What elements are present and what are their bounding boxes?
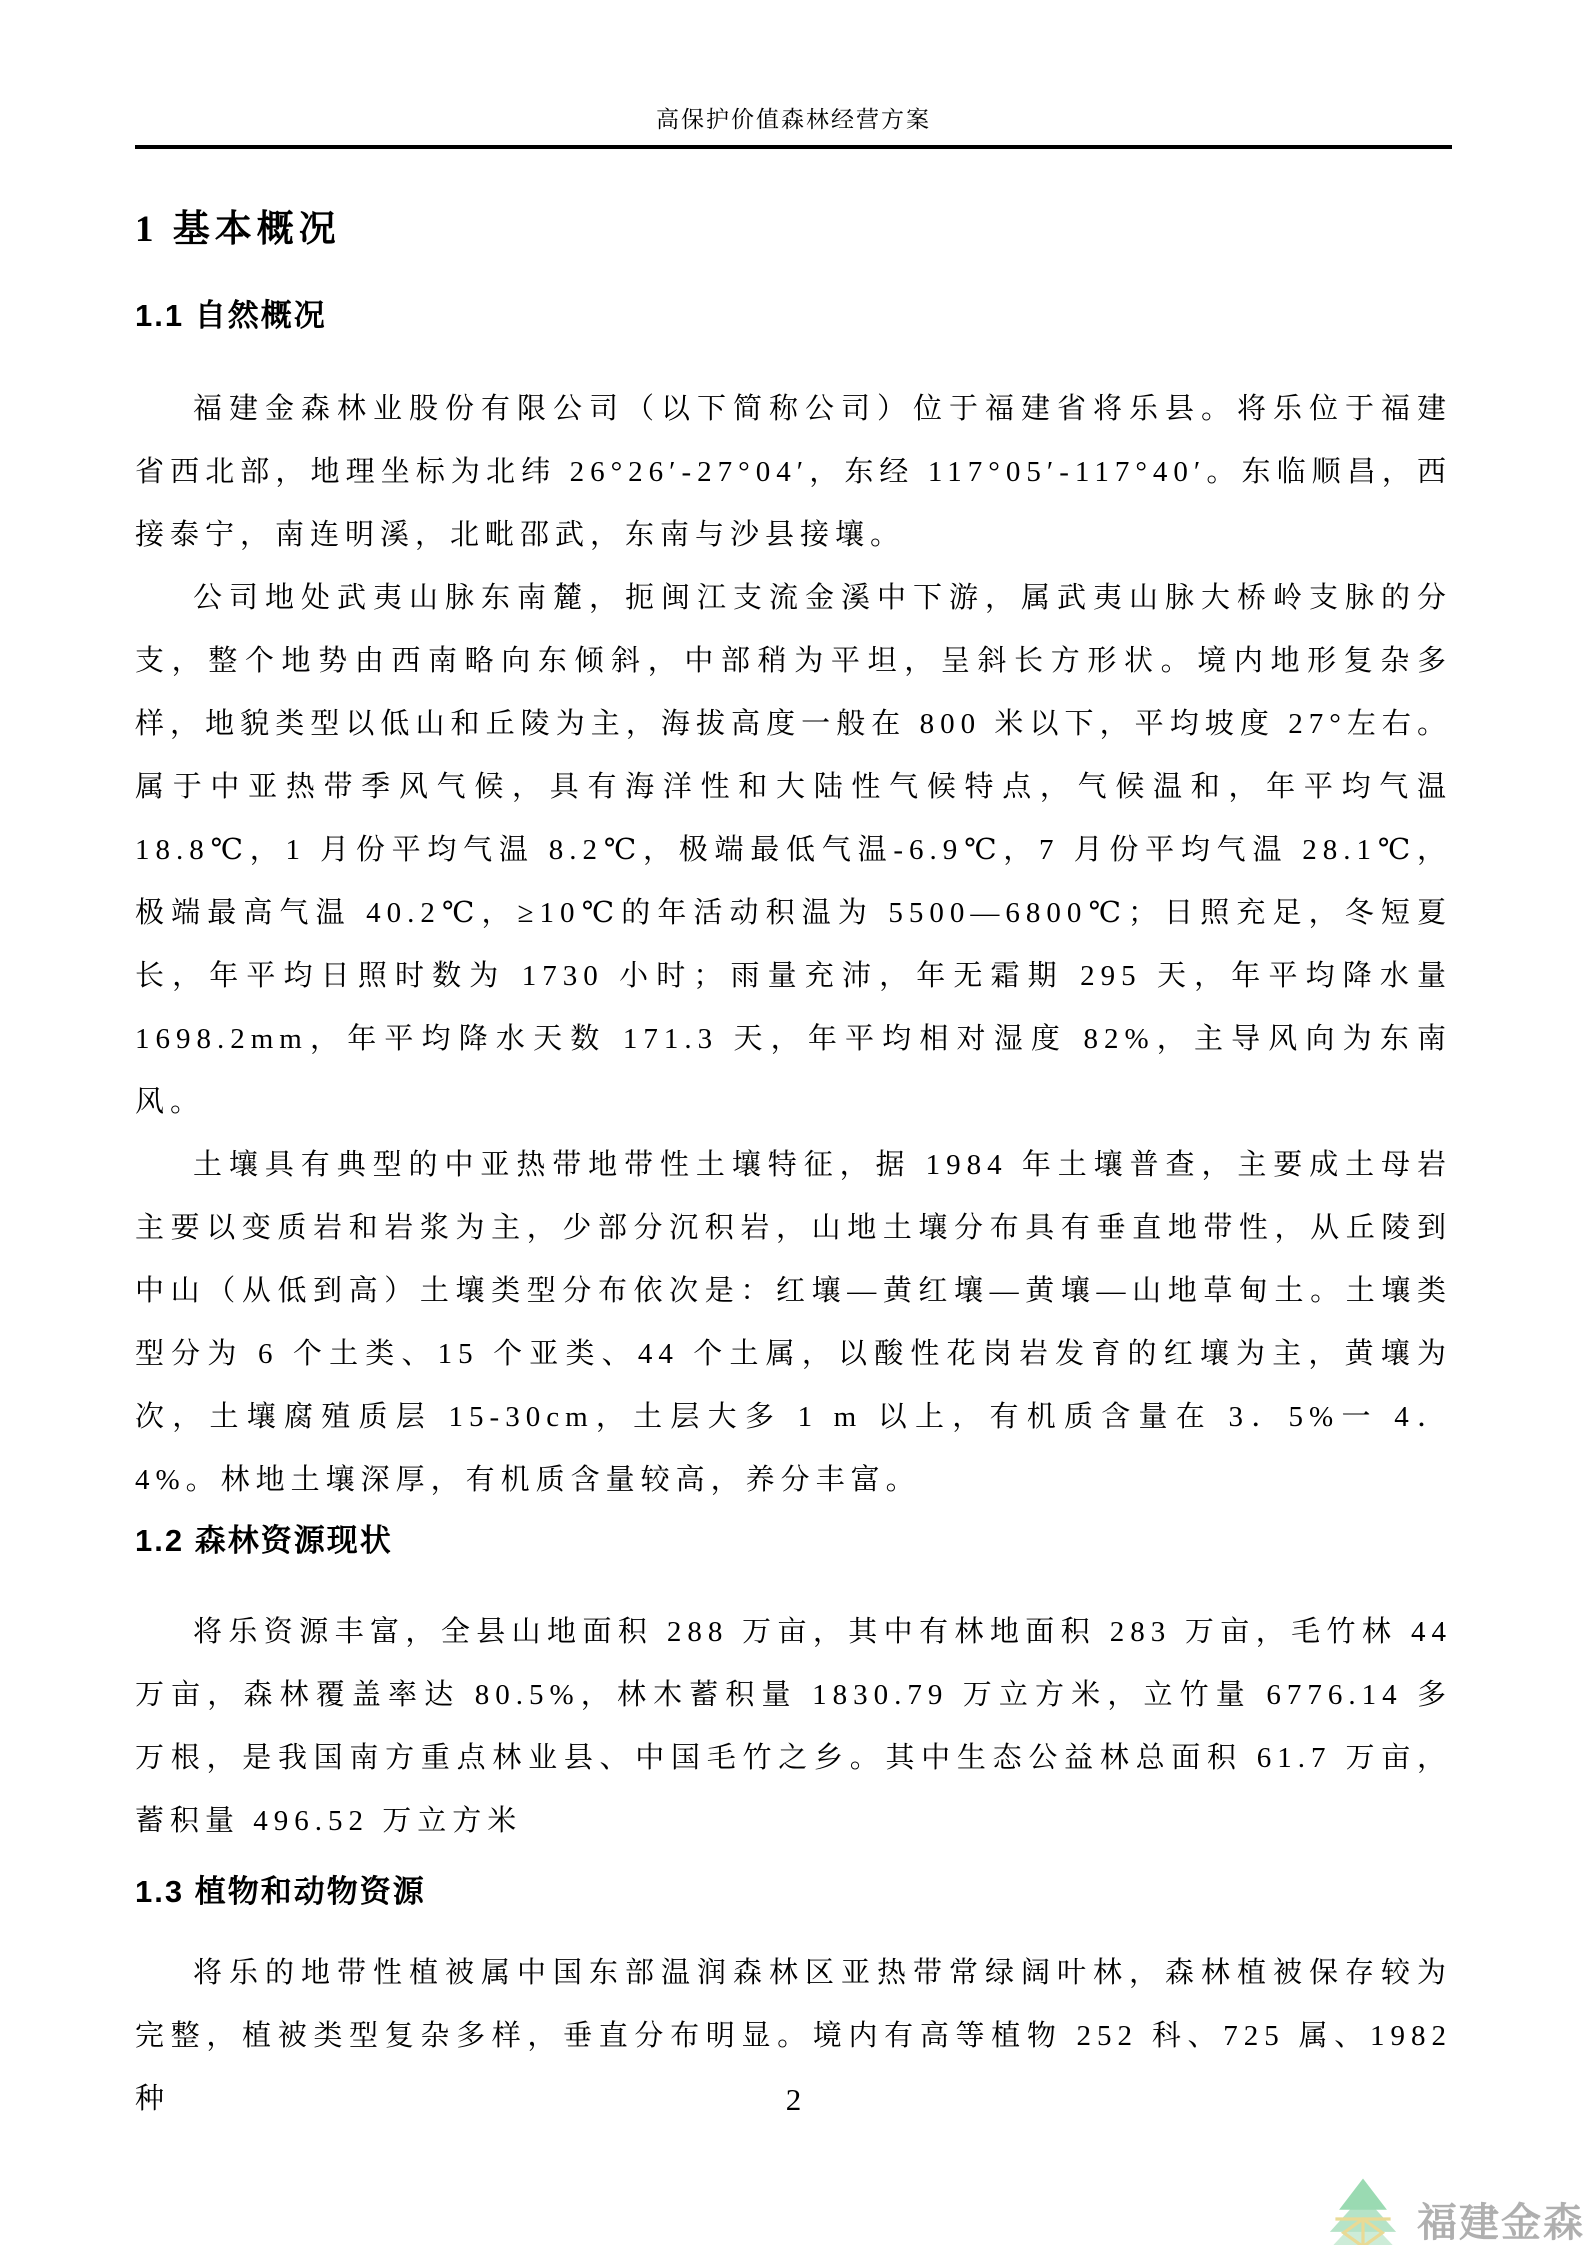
section-natural-overview <box>135 295 1452 1512</box>
company-logo <box>1317 2176 1585 2245</box>
section-heading-1-2: 1.2 森林资源现状 <box>135 1523 393 1558</box>
paragraph: 将乐的地带性植被属中国东部温润森林区亚热带常绿阔叶林，森林植被保存较为完整，植被类型复杂多样，垂直分布明显。境内有高等植物 252 科、725 属、1982 种 <box>135 1957 1452 2115</box>
page-header <box>0 0 1587 149</box>
document-body <box>0 206 1587 2131</box>
section-forest-resources <box>135 1520 1452 1853</box>
chapter-heading: 1 基本概况 <box>135 209 341 250</box>
paragraph: 土壤具有典型的中亚热带地带性土壤特征，据 1984 年土壤普查，主要成土母岩主要以变质岩和岩浆为主，少部分沉积岩，山地土壤分布具有垂直地带性，从丘陵到中山（从低到高）土壤类型分布依次是：红壤—黄红壤—黄壤—山地草甸土。土壤类型分为 6 个土类、15 个亚类、44 个土属，以酸性花岗岩发育的红壤为主，黄壤为次，土壤腐殖质层 15-30cm，土层大多 1 m 以上，有机质含量在 3．5%一 4．4%。林地土壤深厚，有机质含量较高，养分丰富。 <box>135 1149 1452 1496</box>
section-heading-1-1: 1.1 自然概况 <box>135 298 327 333</box>
pine-tree-icon <box>1317 2176 1409 2245</box>
paragraph: 福建金森林业股份有限公司（以下简称公司）位于福建省将乐县。将乐位于福建省西北部，地理坐标为北纬 26°26′-27°04′，东经 117°05′-117°40′。东临顺昌，西接泰宁，南连明溪，北毗邵武，东南与沙县接壤。 <box>135 393 1452 551</box>
paragraph: 公司地处武夷山脉东南麓，扼闽江支流金溪中下游，属武夷山脉大桥岭支脉的分支，整个地势由西南略向东倾斜，中部稍为平坦，呈斜长方形状。境内地形复杂多样，地貌类型以低山和丘陵为主，海拔高度一般在 800 米以下，平均坡度 27°左右。属于中亚热带季风气候，具有海洋性和大陆性气候特点，气候温和，年平均气温 18.8℃，1 月份平均气温 8.2℃，极端最低气温-6.9℃，7 月份平均气温 28.1℃，极端最高气温 40.2℃，≥10℃的年活动积温为 5500—6800℃；日照充足，冬短夏长，年平均日照时数为 1730 小时；雨量充沛，年无霜期 295 天，年平均降水量 1698.2mm，年平均降水天数 171.3 天，年平均相对湿度 82%，主导风向为东南风。 <box>135 582 1452 1118</box>
header-title: 高保护价值森林经营方案 <box>656 106 931 132</box>
section-heading-1-3: 1.3 植物和动物资源 <box>135 1874 426 1909</box>
header-divider <box>135 145 1452 149</box>
page-number: 2 <box>785 2082 802 2117</box>
logo-text: 福建金森 <box>1417 2200 1585 2245</box>
paragraph: 将乐资源丰富，全县山地面积 288 万亩，其中有林地面积 283 万亩，毛竹林 44 万亩，森林覆盖率达 80.5%，林木蓄积量 1830.79 万立方米，立竹量 6776.14 多万根，是我国南方重点林业县、中国毛竹之乡。其中生态公益林总面积 61.7 万亩，蓄积量 496.52 万立方米 <box>135 1616 1452 1837</box>
